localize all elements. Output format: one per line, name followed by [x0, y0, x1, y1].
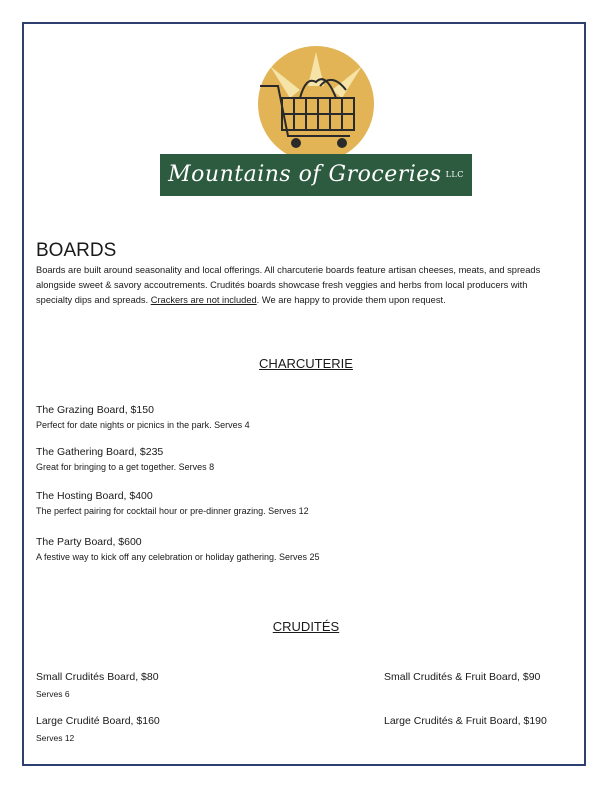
- company-logo: [160, 46, 472, 198]
- menu-item: [36, 671, 159, 699]
- item-name: The Party Board, $600: [36, 536, 142, 548]
- logo-llc-suffix: LLC: [445, 170, 464, 179]
- menu-item: [384, 671, 540, 683]
- boards-heading: BOARDS: [36, 240, 117, 261]
- item-description: Great for bringing to a get together. Serves 8: [36, 462, 215, 472]
- crackers-note: Crackers are not included: [150, 295, 257, 305]
- item-name: Small Crudités & Fruit Board, $90: [384, 671, 541, 683]
- intro-text-end: . We are happy to provide them upon request.: [256, 295, 446, 305]
- menu-item: [36, 446, 214, 472]
- item-name: The Hosting Board, $400: [36, 490, 153, 502]
- item-name: Small Crudités Board, $80: [36, 671, 159, 683]
- menu-item: [36, 404, 250, 430]
- item-name: Large Crudités & Fruit Board, $190: [384, 715, 547, 727]
- item-description: Serves 6: [36, 689, 70, 699]
- menu-item: [36, 536, 320, 562]
- logo-wordmark: Mountains of Groceries LLC: [168, 162, 464, 187]
- item-description: The perfect pairing for cocktail hour or pre-dinner grazing. Serves 12: [36, 506, 309, 516]
- boards-intro-text: [36, 263, 556, 308]
- menu-item: [384, 715, 547, 727]
- crudites-heading: CRUDITÉS: [272, 619, 340, 634]
- menu-item: [36, 715, 160, 743]
- item-name: The Grazing Board, $150: [36, 404, 154, 416]
- item-name: The Gathering Board, $235: [36, 446, 164, 458]
- charcuterie-heading: CHARCUTERIE: [259, 356, 353, 371]
- item-description: Serves 12: [36, 733, 75, 743]
- intro-text-part: Boards are built around seasonality and local offerings. All charcuterie boards feature artisan cheeses, meats, and spreads alongside sweet & savory accoutrements. Crudités boards showcase fresh veggies and herbs from local producers with specialty dips and spreads.: [36, 265, 541, 305]
- menu-item: [36, 490, 309, 516]
- item-name: Large Crudité Board, $160: [36, 715, 160, 727]
- item-description: Perfect for date nights or picnics in the park. Serves 4: [36, 420, 250, 430]
- item-description: A festive way to kick off any celebration or holiday gathering. Serves 25: [36, 552, 320, 562]
